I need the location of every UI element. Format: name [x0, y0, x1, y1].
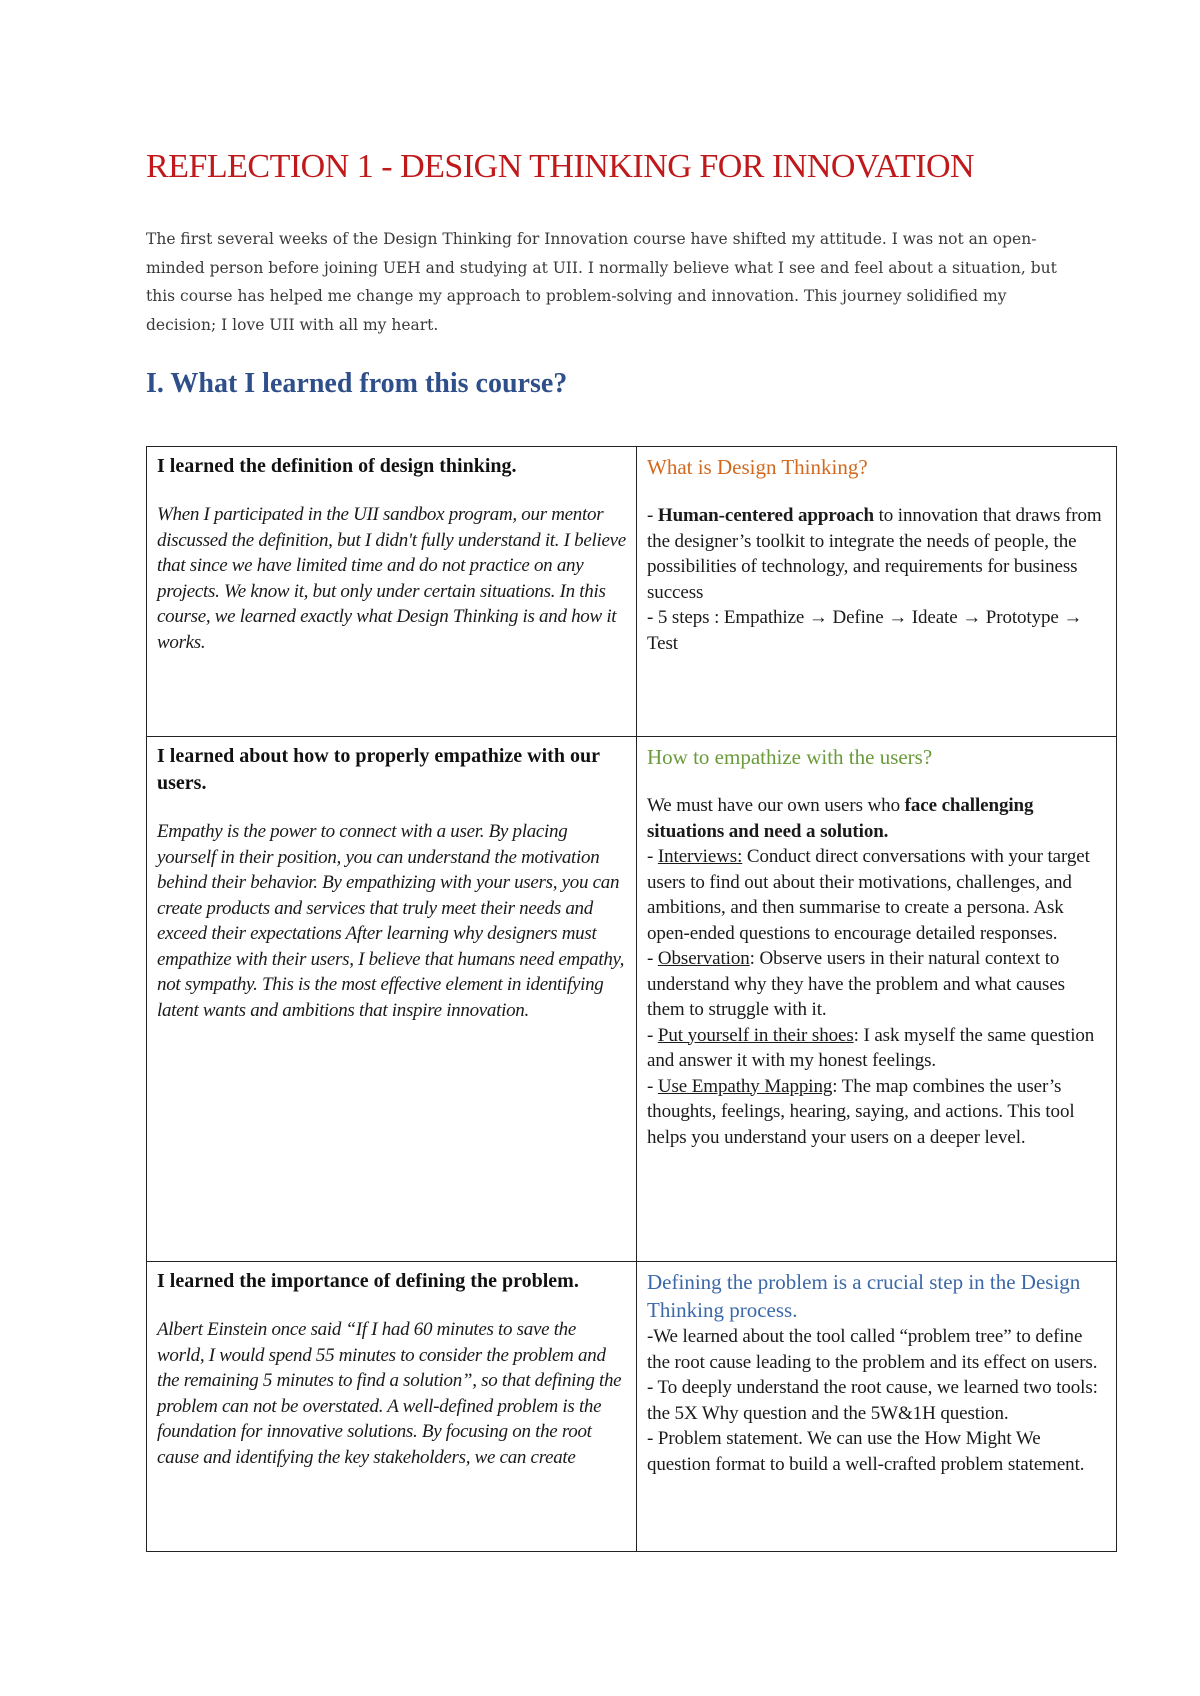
item-label: Use Empathy Mapping	[657, 1075, 833, 1097]
topic-heading: Defining the problem is a crucial step in the Design Thinking process.	[647, 1270, 1081, 1322]
list-item	[647, 1074, 1107, 1151]
document-title: REFLECTION 1 - DESIGN THINKING FOR INNOVATION	[146, 148, 975, 185]
row-heading: I learned about how to properly empathize with our users.	[157, 745, 600, 794]
row-reflection: Empathy is the power to connect with a user. By placing yourself in their position, you can understand the motivation behind their behavior. By empathizing with your users, you can create products and services that truly meet their needs and exceed their expectations After learning why designers must empathize with their users, I believe that humans need empathy, not sympathy. This is the most effective element in identifying latent wants and ambitions that inspire innovation.	[157, 821, 625, 1021]
dash: -	[647, 1024, 658, 1046]
right-cell	[637, 447, 1117, 737]
topic-heading: What is Design Thinking?	[647, 455, 868, 479]
topic-heading: How to empathize with the users?	[647, 745, 933, 769]
list-item: - To deeply understand the root cause, we learned two tools: the 5X Why question and the 5W&1H question.	[647, 1377, 1098, 1424]
list-item: -We learned about the tool called “problem tree” to define the root cause leading to the problem and its effect on users.	[647, 1326, 1098, 1373]
intro-paragraph: The first several weeks of the Design Thinking for Innovation course have shifted my attitude. I was not an open-minded person before joining UEH and studying at UII. I normally believe what I see and feel about a situation, but this course has helped me change my approach to problem-solving and innovation. This journey solidified my decision; I love UII with all my heart.	[146, 230, 1057, 334]
bold-phrase: Human-centered approach	[657, 505, 874, 526]
item-label: Interviews:	[657, 846, 743, 867]
left-cell	[147, 1262, 637, 1552]
topic-detail	[647, 1324, 1107, 1477]
topic-detail	[647, 793, 1107, 1150]
item-text: : The map combines the user’s thoughts, feelings, hearing, saying, and actions. This tool helps you understand your users on a deeper level.	[647, 1075, 1075, 1148]
left-cell	[147, 737, 637, 1262]
list-item	[647, 1023, 1107, 1074]
detail-text: to innovation that draws from the designer’s toolkit to integrate the needs of people, the possibilities of technology, and requirements for business success	[647, 505, 1102, 603]
item-label: Observation	[657, 948, 750, 969]
table-row	[147, 447, 1117, 737]
right-cell	[637, 737, 1117, 1262]
topic-detail	[647, 503, 1107, 656]
item-text: : Observe users in their natural context to understand why they have the problem and what causes them to struggle with it.	[647, 948, 1065, 1020]
table-row	[147, 1262, 1117, 1552]
row-heading: I learned the importance of defining the problem.	[157, 1270, 579, 1292]
left-cell	[147, 447, 637, 737]
list-item: - Problem statement. We can use the How Might We question format to build a well-crafted problem statement.	[647, 1428, 1085, 1475]
row-heading: I learned the definition of design thinking.	[157, 455, 517, 477]
dash: -	[647, 948, 658, 969]
list-item	[647, 946, 1107, 1023]
row-reflection: When I participated in the UII sandbox program, our mentor discussed the definition, but I didn't fully understand it. I believe that since we have limited time and do not practice on any projects. We know it, but only under certain situations. In this course, we learned exactly what Design Thinking is and how it works.	[157, 504, 626, 653]
right-cell	[637, 1262, 1117, 1552]
detail-text: We must have our own users who	[647, 795, 905, 816]
steps-line: - 5 steps : Empathize → Define → Ideate → Prototype → Test	[647, 607, 1083, 654]
row-reflection: Albert Einstein once said “If I had 60 minutes to save the world, I would spend 55 minutes to consider the problem and the remaining 5 minutes to find a solution”, so that defining the problem can not be overstated. A well-defined problem is the foundation for innovative solutions. By focusing on the root cause and identifying the key stakeholders, we can create	[157, 1319, 622, 1468]
item-text: Conduct direct conversations with your target users to find out about their motivations, challenges, and ambitions, and then summarise to create a persona. Ask open-ended questions to encourage detailed responses.	[647, 846, 1090, 944]
dash: -	[647, 505, 658, 526]
item-label: Put yourself in their shoes	[657, 1024, 854, 1046]
section-heading: I. What I learned from this course?	[146, 368, 568, 399]
reflection-table	[146, 446, 1117, 1552]
bold-phrase: face challenging situations and need a solution.	[647, 795, 1034, 842]
dash: -	[647, 846, 658, 867]
list-item	[647, 844, 1107, 946]
dash: -	[647, 1075, 658, 1097]
item-text: : I ask myself the same question and answer it with my honest feelings.	[647, 1024, 1095, 1071]
table-row	[147, 737, 1117, 1262]
